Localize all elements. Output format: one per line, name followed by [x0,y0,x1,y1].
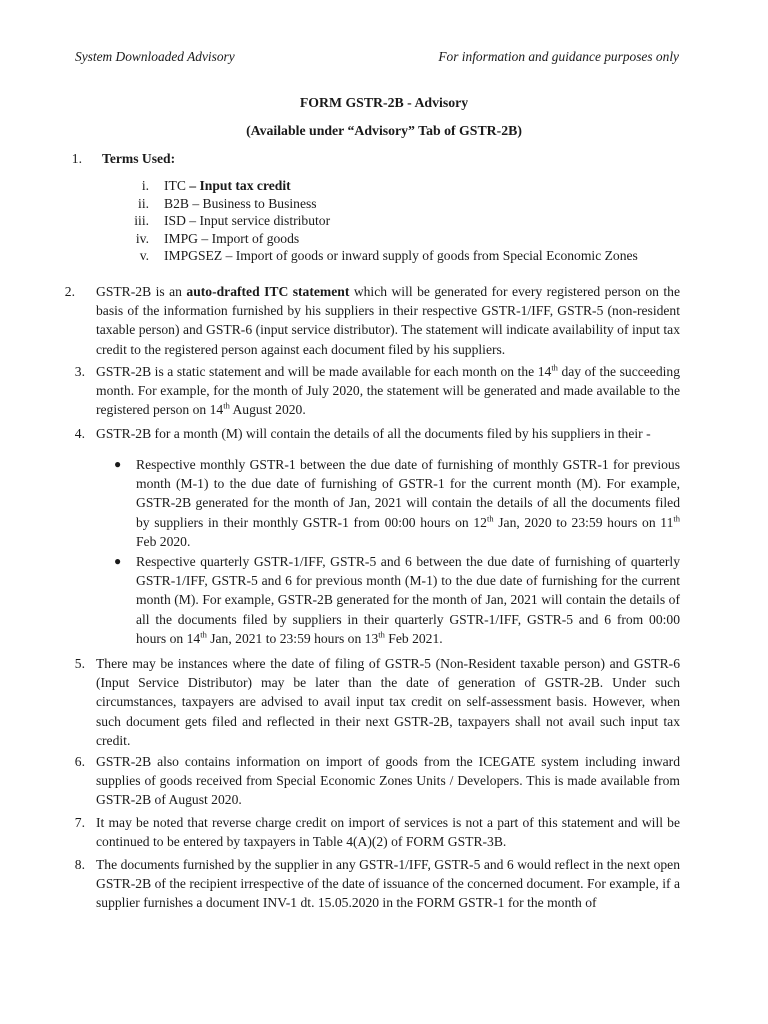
term-numeral: ii. [138,195,149,211]
paragraph-number-5: 5. [74,656,85,671]
header-right-text: For information and guidance purposes only [438,49,679,64]
paragraph-8: The documents furnished by the supplier in any GSTR-1/IFF, GSTR-5 and 6 would reflect in the next open GSTR-2B of the recipient irrespective of the date of issuance of the concerned document. For example, if a supplier furnishes a document INV-1 dt. 15.05.2020 in the FORM GSTR-1 for the month of [96,857,680,911]
ordinal-suffix: th [378,629,385,640]
paragraph-number-7: 7. [74,815,85,830]
ordinal-suffix: th [551,362,558,373]
term-item [100,194,700,212]
bullet-dot: ● [114,554,122,568]
ordinal-suffix: th [486,513,494,524]
term-text [164,229,299,248]
paragraph-4: GSTR-2B for a month (M) will contain the details of all the documents filed by his suppliers in their - [96,426,651,441]
term-item [100,211,700,229]
bullet-item-1 [136,455,680,551]
term-abbreviation: B2B [164,195,189,211]
terms-used-heading: Terms Used: [102,151,176,166]
paragraph-number-4: 4. [74,426,85,441]
paragraph-text: day of the succeeding month. For example, for the month of July 2020, the statement will be generated and made available to the registered person on 14 [96,364,680,418]
bold-phrase: auto-drafted ITC statement [186,284,350,299]
term-definition: – Input service distributor [185,213,331,229]
bullet-dot: ● [114,457,122,471]
term-abbreviation: ITC [164,178,186,193]
term-definition: – Input tax credit [185,178,291,193]
paragraph-text: August 2020. [229,402,306,418]
term-item [100,176,700,194]
bullet-text: Feb 2021. [384,630,443,646]
paragraph-5: There may be instances where the date of filing of GSTR-5 (Non-Resident taxable person) and GSTR-6 (Input Service Distributor) may be later than the date of generation of GSTR-2B. Under such circumstances, taxpayers are advised to avail input tax credit on self-assessment basis. However, when such document gets filed and reflected in their next GSTR-2B, taxpayers shall not avail such input tax credit. [96,656,680,748]
paragraph-number-2: 2. [64,284,75,299]
term-text [164,194,317,213]
term-text [164,211,330,230]
bullet-text: Respective quarterly GSTR-1/IFF, GSTR-5 and 6 between the due date of furnishing of quarterly GSTR-1/IFF, GSTR-5 and 6 for previous month (M-1) to the due date of furnishing for the current month (M). For example, GSTR-2B generated for the month of Jan, 2021 will contain the details of all the documents filed by suppliers in their quarterly GSTR-1/IFF, GSTR-5 and 6 from 00:00 hours on 14 [136,554,680,646]
term-item [100,229,700,247]
term-abbreviation: ISD [164,213,186,229]
term-abbreviation: IMPG [164,230,198,246]
paragraph-number-8: 8. [74,857,85,872]
section-number-1: 1. [71,151,82,166]
term-definition: – Import of goods [198,230,300,246]
term-abbreviation: IMPGSEZ [164,248,223,264]
paragraph-number-3: 3. [74,364,85,379]
term-text [164,176,291,195]
ordinal-suffix: th [200,629,207,640]
bullet-text: Feb 2020. [136,533,191,549]
ordinal-suffix: th [223,400,230,411]
paragraph-text: GSTR-2B is an [96,284,187,299]
paragraph-3 [96,362,680,420]
term-numeral: v. [139,248,149,264]
term-definition: – Business to Business [188,195,317,211]
term-item [100,246,700,264]
term-numeral: iii. [134,213,149,229]
paragraph-text: which will be generated for every registered person on the basis of the information furnished by his suppliers in their respective GSTR-1/IFF, GSTR-5 (non-resident taxable person) and GSTR-6 (input service distributor). The statement will indicate availability of input tax credit to the registered person against each document filed by his suppliers. [96,284,680,357]
paragraph-7: It may be noted that reverse charge credit on import of services is not a part of this statement and will be continued to be entered by taxpayers in Table 4(A)(2) of FORM GSTR-3B. [96,815,680,850]
term-definition: – Import of goods or inward supply of goods from Special Economic Zones [222,248,638,264]
bullet-text: Jan, 2020 to 23:59 hours on 11 [493,514,674,530]
bullet-item-2 [136,552,680,648]
term-numeral: i. [141,178,149,193]
paragraph-number-6: 6. [74,754,85,769]
term-text [164,246,638,265]
document-title: FORM GSTR-2B - Advisory [299,95,469,110]
term-numeral: iv. [135,230,149,246]
ordinal-suffix: th [673,513,680,524]
header-left-text: System Downloaded Advisory [75,49,235,64]
bullet-text: Respective monthly GSTR-1 between the due date of furnishing of monthly GSTR-1 for previous month (M-1) to the due date of furnishing of GSTR-1 for the current month (M). For example, GSTR-2B generated for the month of Jan, 2021 will contain the details of all the documents filed by suppliers in their monthly GSTR-1 from 00:00 hours on 12 [136,457,680,530]
paragraph-6: GSTR-2B also contains information on import of goods from the ICEGATE system including inward supplies of goods received from Special Economic Zones Units / Developers. This is made available from GSTR-2B of August 2020. [96,754,680,808]
document-subtitle: (Available under “Advisory” Tab of GSTR-2B) [246,123,522,138]
terms-list [100,176,700,264]
paragraph-text: GSTR-2B is a static statement and will be made available for each month on the 14 [96,364,552,379]
bullet-text: Jan, 2021 to 23:59 hours on 13 [206,630,379,646]
paragraph-2 [96,282,680,359]
